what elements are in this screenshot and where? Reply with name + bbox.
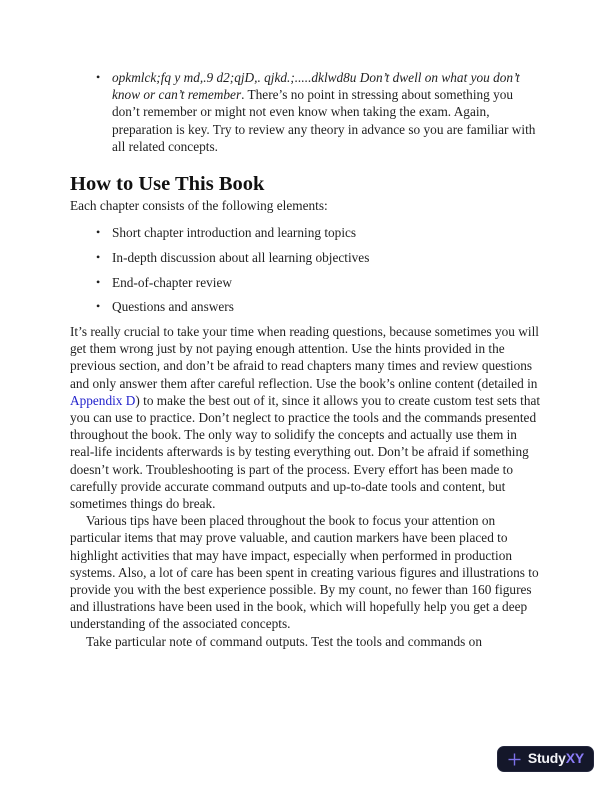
body-paragraph-3: Take particular note of command outputs. Test the tools and commands on <box>86 633 482 649</box>
plus-icon <box>507 752 522 767</box>
list-item <box>70 224 543 241</box>
list-item-label: Questions and answers <box>112 299 234 315</box>
paragraph-text: ) to make the best out of it, since it allows you to create custom test sets that you can use to practice. Don’t neglect to practice the tools and the commands presented throughout the book. The only way to solidify the concepts and actually use them in real-life incidents afterwards is by testing everything out. Don’t be afraid if something doesn’t work. Troubleshooting is part of the process. Every effort has been made to carefully provide accurate command outputs and up-to-date tools and content, but sometimes things do break. <box>70 392 541 512</box>
body-paragraph-1 <box>70 323 543 512</box>
intro-bullet-item <box>70 69 543 155</box>
logo-brand-text <box>528 750 584 767</box>
intro-bullet-regular-text: . There’s no point in stressing about something you don’t remember or might not even know when taking the exam. Again, preparation is key. Try to review any theory in advance so you are familiar with all related concepts. <box>112 87 536 154</box>
studyxy-logo <box>497 746 594 772</box>
list-item-label: In-depth discussion about all learning objectives <box>112 249 370 265</box>
list-item <box>70 249 543 266</box>
logo-brand-primary: Study <box>527 750 566 767</box>
section-intro: Each chapter consists of the following elements: <box>70 198 328 214</box>
body-paragraph-2: Various tips have been placed throughout the book to focus your attention on particular items that may prove valuable, and caution markers have been placed to highlight activities that may have impact, especially when performed in production systems. Also, a lot of care has been spent in creating various figures and illustrations to provide you with the best experience possible. By my count, no fewer than 160 figures and illustrations have been used in the book, which will hopefully help you get a deep understanding of the associated concepts. <box>70 513 539 632</box>
list-item <box>70 274 543 291</box>
list-item <box>70 298 543 315</box>
chapter-elements-list <box>70 224 543 315</box>
list-item-label: End-of-chapter review <box>112 274 232 290</box>
paragraph-text: It’s really crucial to take your time when reading questions, because sometimes you will get them wrong just by not paying enough attention. Use the hints provided in the previous section, and don’t be afraid to read chapters many times and review questions and only answer them after careful reflection. Use the book’s online content (detailed in <box>70 324 539 391</box>
page-title: How to Use This Book <box>70 173 265 196</box>
logo-brand-accent: XY <box>565 750 584 767</box>
appendix-d-link[interactable]: Appendix D <box>70 392 136 408</box>
intro-bullet-italic-text: opkmlck;fq y md,.9 d2;qjD,. qjkd.;.....dklwd8u Don’t dwell on what you don’t know or can’t remember <box>112 70 520 103</box>
intro-bullet-list <box>70 69 543 155</box>
list-item-label: Short chapter introduction and learning topics <box>112 225 357 241</box>
